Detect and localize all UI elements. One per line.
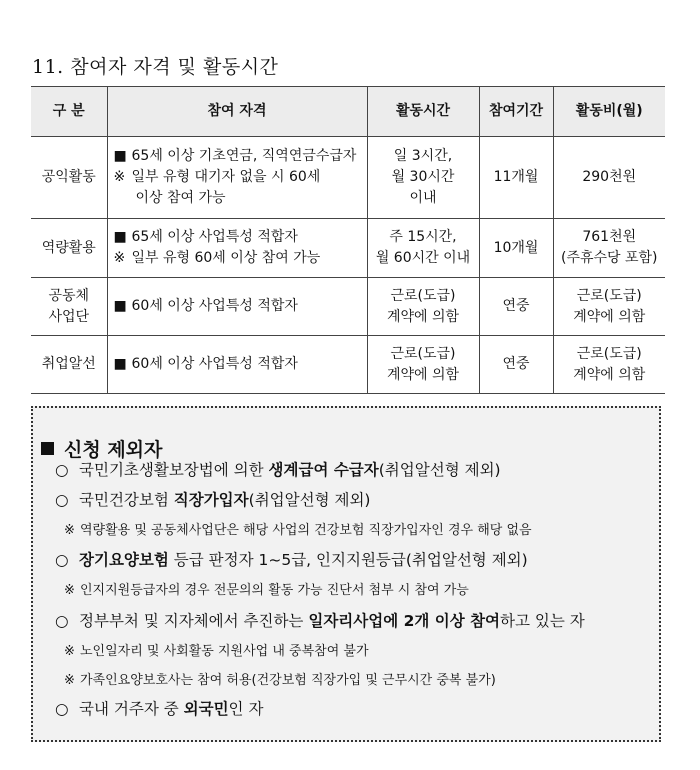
period-cell: 연중: [479, 278, 553, 336]
exclusion-box: [31, 406, 661, 742]
qualification-cell: [107, 278, 367, 336]
category-cell: [31, 137, 107, 219]
hours-line: 월 60시간 이내: [375, 250, 471, 266]
circle-bullet-icon: ○: [55, 551, 69, 569]
category-cell: [31, 278, 107, 336]
line-text: 인 자: [228, 700, 264, 718]
line-text: (취업알선형 제외): [378, 461, 501, 479]
pay-cell: [553, 219, 665, 278]
line-text: (취업알선형 제외): [248, 491, 371, 509]
square-bullet-icon: ■: [113, 298, 127, 314]
qualification-cell: [107, 137, 367, 219]
hours-line: 근로(도급): [390, 287, 456, 304]
line-text: 국민기초생활보장법에 의한: [79, 461, 269, 479]
header-hours: 활동시간: [367, 87, 479, 137]
eligibility-table: [31, 86, 665, 394]
qualification-line: [114, 227, 363, 248]
exclusion-item: [55, 548, 528, 570]
hours-line: 월 30시간: [391, 169, 455, 185]
line-text: 국민건강보험: [79, 491, 174, 509]
header-period: 참여기간: [479, 87, 553, 137]
emphasis-text: 장기요양보험: [79, 551, 169, 569]
circle-bullet-icon: ○: [55, 612, 69, 630]
circle-bullet-icon: ○: [55, 700, 69, 718]
hours-line: 계약에 의함: [386, 366, 460, 383]
exclusion-item: [55, 458, 501, 480]
emphasis-text: 생계급여 수급자: [268, 461, 379, 479]
exclusion-title-text: 신청 제외자: [64, 439, 163, 461]
pay-line: 계약에 의함: [573, 308, 646, 325]
line-text: 국내 거주자 중: [79, 700, 184, 718]
circle-bullet-icon: ○: [55, 491, 69, 509]
category-line: 공익활동: [41, 169, 96, 185]
pay-cell: [553, 137, 665, 219]
line-text: 역량활용 및 공동체사업단은 해당 사업의 건강보험 직장가입자인 경우 해당 없음: [80, 523, 532, 538]
exclusion-item: [55, 697, 263, 719]
hours-line: 일 3시간,: [393, 148, 453, 164]
category-cell: [31, 219, 107, 278]
qualification-line: [114, 188, 363, 209]
square-bullet-icon: ■: [113, 356, 127, 372]
hours-line: 이내: [409, 190, 437, 206]
qualification-text: 60세 이상 사업특성 적합자: [131, 298, 298, 314]
header-qualification: 참여 자격: [107, 87, 367, 137]
hours-cell: [367, 219, 479, 278]
category-line: 취업알선: [41, 356, 96, 372]
table-row: [31, 137, 665, 219]
hours-cell: [367, 137, 479, 219]
period-cell: 연중: [479, 336, 553, 394]
pay-line: 계약에 의함: [573, 366, 646, 383]
section-title: 11. 참여자 자격 및 활동시간: [32, 56, 279, 78]
pay-line: 근로(도급): [576, 287, 642, 304]
category-cell: [31, 336, 107, 394]
qualification-text: 일부 유형 60세 이상 참여 가능: [131, 250, 321, 266]
hours-cell: [367, 336, 479, 394]
square-bullet-icon: ■: [113, 148, 127, 164]
table-row: [31, 336, 665, 394]
qualification-text: 60세 이상 사업특성 적합자: [131, 356, 298, 372]
note-mark-icon: ※: [64, 673, 75, 688]
pay-line: 761천원: [582, 229, 637, 245]
hours-line: 근로(도급): [390, 345, 456, 362]
line-text: 인지지원등급자의 경우 전문의의 활동 가능 진단서 첨부 시 참여 가능: [80, 583, 469, 598]
square-bullet-icon: ■: [113, 229, 127, 245]
hours-line: 계약에 의함: [386, 308, 460, 325]
line-text: 노인일자리 및 사회활동 지원사업 내 중복참여 불가: [80, 644, 369, 659]
note-mark-icon: ※: [113, 250, 126, 266]
qualification-cell: [107, 336, 367, 394]
black-square-icon: [41, 442, 54, 455]
qualification-cell: [107, 219, 367, 278]
note-mark-icon: ※: [64, 583, 75, 598]
qualification-line: [114, 146, 363, 167]
pay-line: 290천원: [582, 169, 637, 185]
emphasis-text: 일자리사업에 2개 이상 참여: [308, 612, 501, 630]
category-line: 공동체: [48, 287, 90, 304]
table-row: [31, 219, 665, 278]
table-body: [31, 137, 665, 394]
exclusion-note: [64, 519, 532, 538]
hours-cell: [367, 278, 479, 336]
pay-line: 근로(도급): [576, 345, 642, 362]
category-line: 역량활용: [41, 239, 96, 256]
exclusion-item: [55, 609, 585, 631]
period-cell: 11개월: [479, 137, 553, 219]
line-text: 가족인요양보호사는 참여 허용(건강보험 직장가입 및 근무시간 중복 불가): [80, 673, 496, 688]
line-text: 하고 있는 자: [500, 612, 585, 630]
table-header-row: [31, 87, 665, 137]
note-mark-icon: ※: [64, 523, 75, 538]
pay-cell: [553, 278, 665, 336]
table-row: [31, 278, 665, 336]
circle-bullet-icon: ○: [55, 461, 69, 479]
category-line: 사업단: [48, 308, 90, 325]
qualification-text: 65세 이상 기초연금, 직역연금수급자: [131, 148, 357, 164]
header-pay: 활동비(월): [553, 87, 665, 137]
header-category: 구 분: [31, 87, 107, 137]
line-text: 등급 판정자 1~5급, 인지지원등급(취업알선형 제외): [168, 551, 528, 569]
exclusion-note: [64, 640, 369, 659]
exclusion-note: [64, 669, 496, 688]
pay-cell: [553, 336, 665, 394]
emphasis-text: 직장가입자: [173, 491, 249, 509]
line-text: 정부부처 및 지자체에서 추진하는: [79, 612, 309, 630]
exclusion-item: [55, 488, 370, 510]
qualification-line: [114, 296, 363, 317]
qualification-line: [114, 167, 363, 188]
qualification-text: 65세 이상 사업특성 적합자: [131, 229, 298, 245]
hours-line: 주 15시간,: [389, 229, 457, 245]
note-mark-icon: ※: [113, 169, 126, 185]
qualification-line: [114, 354, 363, 375]
qualification-text: 일부 유형 대기자 없을 시 60세: [131, 169, 321, 185]
note-mark-icon: ※: [64, 644, 75, 659]
pay-line: (주휴수당 포함): [560, 250, 658, 266]
exclusion-note: [64, 579, 469, 598]
period-cell: 10개월: [479, 219, 553, 278]
emphasis-text: 외국민: [183, 700, 229, 718]
qualification-text: 이상 참여 가능: [135, 190, 226, 206]
qualification-line: [114, 248, 363, 269]
